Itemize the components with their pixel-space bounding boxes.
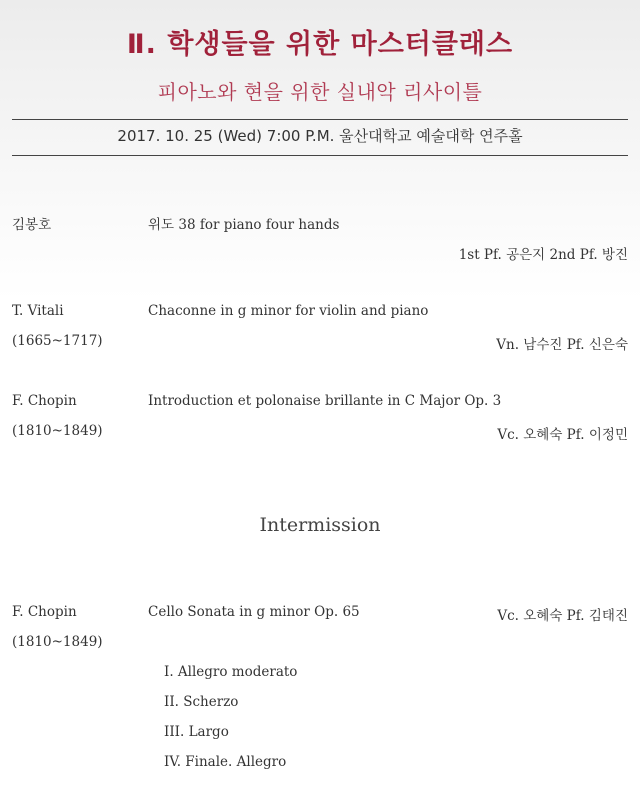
composer-years: (1665~1717) xyxy=(12,333,103,349)
composer-years: (1810~1849) xyxy=(12,634,103,650)
performers: Vc. 오혜숙 Pf. 김태진 xyxy=(497,608,628,624)
movement-item: IV. Finale. Allegro xyxy=(164,754,287,770)
composer-name: F. Chopin xyxy=(12,604,77,620)
program-title: Ⅱ. 학생들을 위한 마스터클래스 xyxy=(126,29,514,60)
movement-item: I. Allegro moderato xyxy=(164,664,298,680)
movement-item: III. Largo xyxy=(164,724,229,740)
composer-name: T. Vitali xyxy=(12,303,64,319)
intermission-label: Intermission xyxy=(259,514,381,536)
composer-name: 김봉호 xyxy=(12,217,52,233)
performers: Vn. 남수진 Pf. 신은숙 xyxy=(496,337,628,353)
composer-years: (1810~1849) xyxy=(12,423,103,439)
work-title: Chaconne in g minor for violin and piano xyxy=(148,303,429,319)
program-subtitle: 피아노와 현을 위한 실내악 리사이틀 xyxy=(157,80,483,104)
top-divider xyxy=(12,119,628,120)
work-title: Cello Sonata in g minor Op. 65 xyxy=(148,604,360,620)
performers: Vc. 오혜숙 Pf. 이정민 xyxy=(497,427,628,443)
date-venue-line: 2017. 10. 25 (Wed) 7:00 P.M. 울산대학교 예술대학 연주홀 xyxy=(117,127,523,145)
work-title: Introduction et polonaise brillante in C Major Op. 3 xyxy=(148,393,502,409)
bottom-divider xyxy=(12,155,628,156)
performers: 1st Pf. 공은지 2nd Pf. 방진 xyxy=(458,247,628,263)
movement-item: II. Scherzo xyxy=(164,694,239,710)
work-title: 위도 38 for piano four hands xyxy=(148,217,340,233)
composer-name: F. Chopin xyxy=(12,393,77,409)
